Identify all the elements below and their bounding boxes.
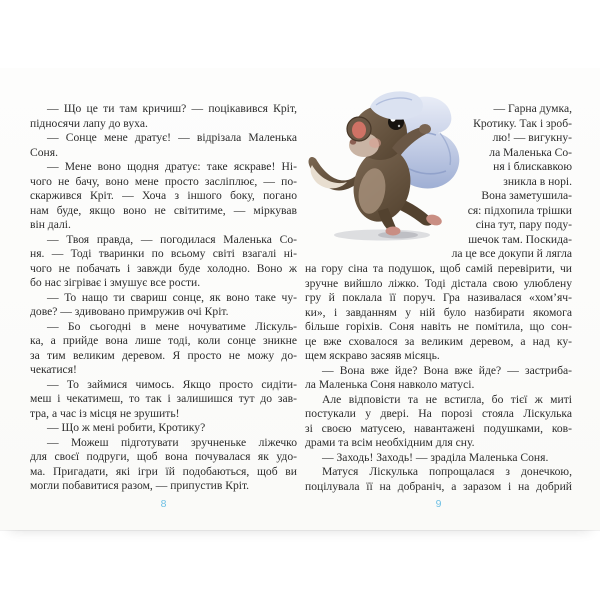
text-line: чого не побачать і завжди буде холодно. Воно ж	[30, 261, 297, 275]
text-line: гру й поклала її поруч. Гра називалася «хом’яч-	[305, 291, 572, 304]
text-line: Але відповісти та не встигла, бо тієї ж миті	[322, 392, 572, 406]
text-line: — Що це ти там кричиш? — поцікавився Кріт,	[47, 102, 297, 115]
text-line: Кротику. Так і зроб-	[473, 116, 572, 130]
text-line: — Заходь! Заходь! — зраділа Маленька Соня.	[322, 450, 549, 464]
text-line: — Твоя правда, — погодилася Маленька Со-	[47, 232, 297, 246]
text-line: ма. Пригадати, які ігри їй подобаються, щоб ви	[30, 464, 297, 478]
text-line: Матуся Ліскулька попрощалася з донечкою,	[322, 465, 572, 478]
text-line: — Вона вже йде? Вона вже йде? — застриба-	[322, 363, 572, 377]
text-line: він далі.	[30, 218, 71, 231]
text-line: лю! — вигукну-	[492, 131, 572, 144]
text-line: сіна тут, пару поду-	[475, 218, 572, 231]
text-line: — То нащо ти свариш сонце, як воно таке чу-	[47, 290, 297, 304]
text-line: чого не бачу, воно мене просто засліплює, — по-	[30, 174, 297, 188]
text-line: ла Маленька Со-	[489, 145, 572, 159]
text-line: за тим великим деревом. Я просто не можу до-	[30, 348, 297, 362]
text-line: Вона заметушила-	[481, 189, 572, 202]
text-line: на гору сіна та подушок, щоб самій перевірити, чи	[305, 262, 572, 275]
text-line: зі своєю матусею, навантажені подушками, ков-	[305, 421, 572, 435]
text-line: — Можеш підготувати зручненьке ліжечко	[47, 435, 297, 449]
text-line: ла це все докупи й лягла	[451, 247, 572, 260]
text-line: це вже сховалося за великим деревом, а над ку-	[305, 334, 572, 348]
text-line: поцілувала її на добраніч, а заразом і на добрий	[305, 479, 572, 493]
page-number-right: 9	[435, 498, 442, 510]
text-line: нам буде, якщо воно не світитиме, — міркував	[30, 203, 297, 217]
text-line: — Гарна думка,	[493, 102, 572, 115]
text-line: меш і чекатимеш, то так і залишишся тут до зав-	[30, 392, 297, 405]
page-number-left: 8	[160, 498, 167, 510]
text-line: — Бо сьогодні в мене ночуватиме Ліскуль-	[47, 319, 297, 333]
book-spread	[0, 68, 600, 530]
right-page-text	[305, 262, 572, 494]
text-line: чекатися!	[30, 363, 77, 376]
text-line: Соня.	[30, 145, 58, 159]
text-line: ня і блискавкою	[493, 160, 572, 173]
text-line: скаржився Кріт. — Хоча з іншого боку, погано	[30, 189, 297, 202]
text-line: — Сонце мене дратує! — відрізала Маленька	[47, 131, 297, 144]
text-line: зручне вийшло ліжко. Тоді дістала свою улюблену	[305, 276, 572, 290]
text-line: зникла в норі.	[503, 174, 572, 188]
text-line: ла Маленька Соня навколо матусі.	[305, 378, 475, 391]
text-line: шечок там. Поскида-	[468, 232, 572, 246]
text-line: дове? — здивовано примружив очі Кріт.	[30, 305, 229, 318]
text-line: тра, а час із місця не зрушить!	[30, 406, 180, 420]
text-line: драми та всім необхідним для сну.	[305, 436, 475, 449]
text-line: — Що ж мені робити, Кротику?	[47, 421, 206, 434]
text-line: ня. — Тоді тваринки по всьому світі взагалі ні-	[30, 247, 297, 260]
text-line: більше горіхів. Соня навіть не помітила, що сон-	[305, 320, 572, 333]
text-line: ся: підхопила трішки	[467, 203, 572, 217]
right-page-wrap-text	[424, 102, 572, 262]
text-line: постукали у двері. На порозі стояла Ліскулька	[305, 407, 572, 420]
text-line: — То займися чимось. Якщо просто сидіти-	[47, 377, 297, 391]
text-line: ки», і завданням у ній було назбирати якомога	[305, 305, 572, 319]
text-line: підносячи лапу до вуха.	[30, 116, 148, 130]
text-line: ка, а прийде вона лише тоді, коли сонце зникне	[30, 334, 297, 347]
text-line: — Мене воно щодня дратує: таке яскраве! Ні-	[47, 160, 297, 173]
text-line: щем яскраво засяяв місяць.	[305, 349, 440, 362]
text-line: бо нас зігріває і змушує все рости.	[30, 276, 201, 289]
left-page-text	[30, 102, 297, 494]
text-line: для своєї подруги, щоб вона почувалася як удо-	[30, 450, 297, 463]
text-line: могли побавитися разом, — припустив Кріт.	[30, 479, 250, 492]
